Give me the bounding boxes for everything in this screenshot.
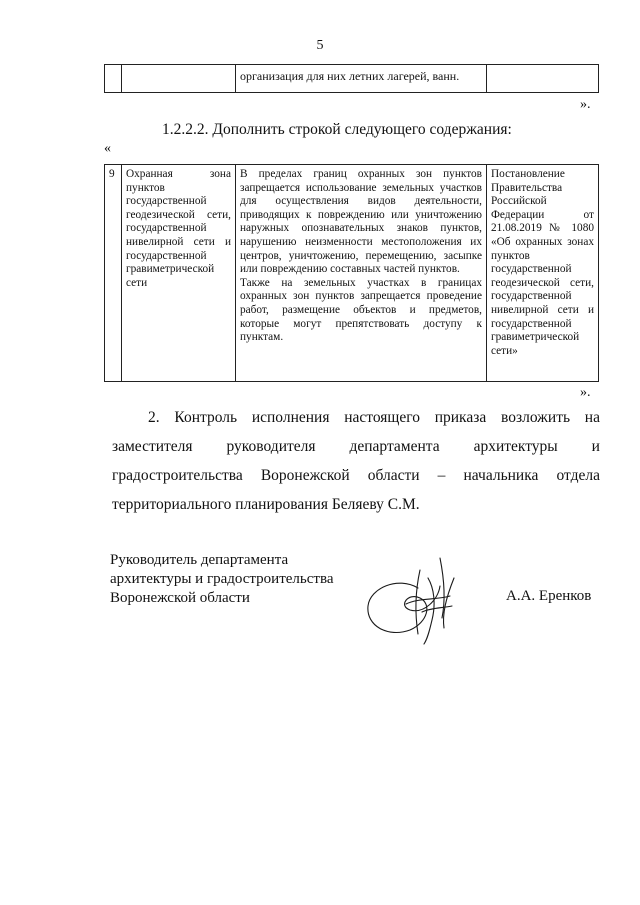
paragraph-word: области <box>367 467 420 484</box>
paragraph-word: и <box>591 438 600 455</box>
paragraph-word: отдела <box>556 467 600 484</box>
table-cell-basis: Постановление Правительства Российской Федерации от 21.08.2019 № 1080 «Об охранных зонах пунктов государственной геодезической сети, государственной нивелирной сети и государственной гравиметрической сети» <box>487 165 599 382</box>
table-cell-zone <box>122 65 236 93</box>
paragraph-word: Контроль <box>174 409 238 426</box>
paragraph-word: 2. <box>148 409 160 426</box>
paragraph-word: – <box>437 467 446 484</box>
paragraph-word: исполнения <box>251 409 330 426</box>
paragraph-word: на <box>584 409 600 426</box>
paragraph-line-2 <box>112 432 600 461</box>
opening-quote: « <box>104 141 111 156</box>
paragraph-word: начальника <box>463 467 539 484</box>
closing-quote: ». <box>580 385 591 400</box>
closing-quote: ». <box>580 97 591 112</box>
paragraph-word: руководителя <box>226 438 316 455</box>
paragraph-word: заместителя <box>112 438 193 455</box>
page-number: 5 <box>316 38 324 53</box>
table-cell-number: 9 <box>105 165 122 382</box>
restriction-paragraph-1: В пределах границ охранных зон пунктов запрещается использование земельных участков для осуществления видов деятельности, приводящих к повреждению или уничтожению наружных опознавательных знаков пунктов, нарушению неизменности местоположения их центров, уничтожению, перемещению, засыпке или повреждению составных частей пунктов. <box>240 168 482 276</box>
table-cell-zone: Охранная зона пунктов государственной геодезической сети, государственной нивелирной сети и государственной гравиметрической сети <box>122 165 236 382</box>
section-heading: 1.2.2.2. Дополнить строкой следующего содержания: <box>162 121 512 138</box>
signer-name: А.А. Еренков <box>506 588 592 604</box>
signatory-line-1: Руководитель департамента <box>110 552 289 568</box>
table-cell-basis <box>487 65 599 93</box>
table-cell-number <box>105 65 122 93</box>
paragraph-word: приказа <box>434 409 487 426</box>
signatory-title <box>110 551 333 608</box>
paragraph-word: Воронежской <box>260 467 350 484</box>
paragraph-word: градостроительства <box>112 467 243 484</box>
paragraph-word: возложить <box>501 409 571 426</box>
paragraph-control <box>112 403 600 519</box>
paragraph-line-3 <box>112 461 600 490</box>
restriction-paragraph-2: Также на земельных участках в границах охранных зон пунктов запрещается проведение работ, размещение объектов и предметов, которые могут препятствовать доступу к пунктам. <box>240 276 482 344</box>
signatory-line-2: архитектуры и градостроительства <box>110 571 334 587</box>
paragraph-line-1 <box>112 403 600 432</box>
paragraph-word: настоящего <box>344 409 420 426</box>
paragraph-word: архитектуры <box>473 438 558 455</box>
zone-table <box>104 164 599 382</box>
table-cell-text: организация для них летних лагерей, ванн. <box>236 65 487 93</box>
paragraph-line-4: территориального планирования Беляеву С.М. <box>112 496 420 513</box>
handwritten-signature <box>358 548 478 648</box>
table-cell-text <box>236 165 487 382</box>
paragraph-word: департамента <box>349 438 440 455</box>
table-row <box>105 65 599 93</box>
continued-table <box>104 64 599 93</box>
table-row <box>105 165 599 382</box>
signatory-line-3: Воронежской области <box>110 590 250 606</box>
